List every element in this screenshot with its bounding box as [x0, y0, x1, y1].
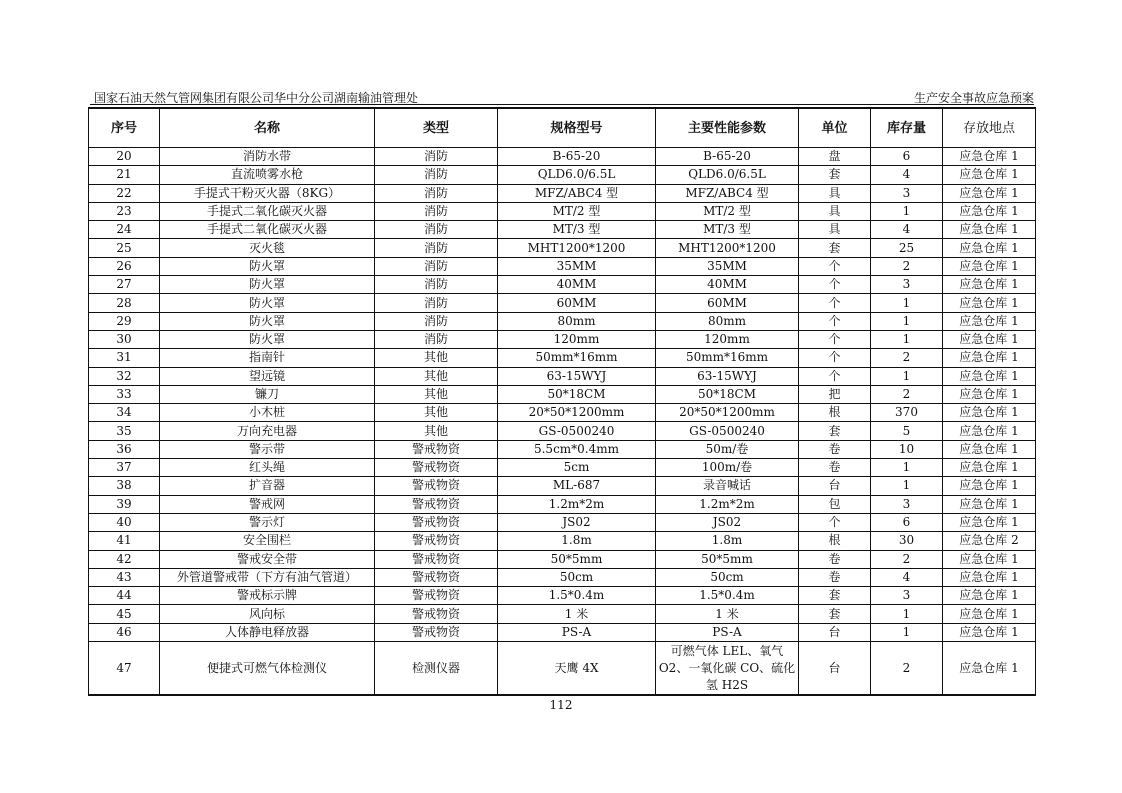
table-cell: 消防 [375, 294, 498, 312]
table-cell: 2 [871, 349, 943, 367]
table-cell: 可燃气体 LEL、氧气 O2、一氧化碳 CO、硫化氢 H2S [656, 642, 799, 696]
table-cell: 1.5*0.4m [656, 587, 799, 605]
table-cell: 个 [799, 312, 871, 330]
table-cell: 37 [89, 459, 160, 477]
table-cell: 20*50*1200mm [498, 404, 656, 422]
table-cell: 具 [799, 221, 871, 239]
table-cell: 3 [871, 495, 943, 513]
table-cell: 应急仓库 1 [943, 623, 1036, 641]
table-row [89, 148, 1036, 166]
table-cell: 指南针 [160, 349, 375, 367]
table-cell: 25 [871, 239, 943, 257]
table-row [89, 440, 1036, 458]
table-cell: 应急仓库 1 [943, 276, 1036, 294]
table-cell: 370 [871, 404, 943, 422]
table-cell: 25 [89, 239, 160, 257]
table-cell: 1 [871, 623, 943, 641]
table-row [89, 349, 1036, 367]
table-cell: 手提式二氧化碳灭火器 [160, 202, 375, 220]
header-organization: 国家石油天然气管网集团有限公司华中分公司湖南输油管理处 [94, 91, 419, 105]
table-cell: 消防 [375, 330, 498, 348]
table-row [89, 257, 1036, 275]
table-cell: 6 [871, 148, 943, 166]
table-header-row [89, 108, 1036, 148]
table-cell: 套 [799, 422, 871, 440]
table-cell: 5 [871, 422, 943, 440]
table-cell: 23 [89, 202, 160, 220]
table-cell: 个 [799, 330, 871, 348]
table-cell: 20 [89, 148, 160, 166]
table-cell: 消防 [375, 166, 498, 184]
table-row [89, 184, 1036, 202]
table-cell: 1.5*0.4m [498, 587, 656, 605]
table-row [89, 568, 1036, 586]
table-cell: 外管道警戒带（下方有油气管道） [160, 568, 375, 586]
table-cell: 27 [89, 276, 160, 294]
table-cell: 警示灯 [160, 513, 375, 531]
table-cell: 4 [871, 568, 943, 586]
table-row [89, 330, 1036, 348]
column-header: 存放地点 [943, 108, 1036, 148]
table-cell: 个 [799, 513, 871, 531]
table-cell: 50*5mm [498, 550, 656, 568]
table-cell: MHT1200*1200 [498, 239, 656, 257]
table-cell: 43 [89, 568, 160, 586]
table-cell: 消防 [375, 221, 498, 239]
table-cell: 33 [89, 385, 160, 403]
table-cell: 41 [89, 532, 160, 550]
table-cell: 消防 [375, 312, 498, 330]
table-cell: 警戒物资 [375, 587, 498, 605]
table-cell: 30 [871, 532, 943, 550]
table-cell: 天鹰 4X [498, 642, 656, 696]
table-cell: 台 [799, 477, 871, 495]
table-cell: 2 [871, 385, 943, 403]
table-cell: 应急仓库 1 [943, 239, 1036, 257]
table-row [89, 605, 1036, 623]
column-header: 库存量 [871, 108, 943, 148]
table-cell: 套 [799, 605, 871, 623]
table-cell: 50*18CM [498, 385, 656, 403]
table-cell: 应急仓库 1 [943, 184, 1036, 202]
table-cell: 其他 [375, 404, 498, 422]
column-header: 序号 [89, 108, 160, 148]
column-header: 类型 [375, 108, 498, 148]
table-cell: 50cm [656, 568, 799, 586]
table-cell: 警戒网 [160, 495, 375, 513]
table-cell: 个 [799, 257, 871, 275]
table-cell: QLD6.0/6.5L [498, 166, 656, 184]
table-cell: MFZ/ABC4 型 [498, 184, 656, 202]
table-cell: 应急仓库 1 [943, 385, 1036, 403]
table-cell: 1 [871, 330, 943, 348]
table-cell: 个 [799, 367, 871, 385]
table-cell: 直流喷雾水枪 [160, 166, 375, 184]
table-cell: 38 [89, 477, 160, 495]
table-cell: JS02 [656, 513, 799, 531]
table-row [89, 532, 1036, 550]
table-cell: 根 [799, 532, 871, 550]
table-cell: 台 [799, 642, 871, 696]
table-cell: 具 [799, 184, 871, 202]
table-cell: 26 [89, 257, 160, 275]
table-cell: 红头绳 [160, 459, 375, 477]
table-cell: 47 [89, 642, 160, 696]
table-cell: QLD6.0/6.5L [656, 166, 799, 184]
table-cell: 手提式二氧化碳灭火器 [160, 221, 375, 239]
table-cell: 1.2m*2m [498, 495, 656, 513]
table-cell: 手提式干粉灭火器（8KG） [160, 184, 375, 202]
table-cell: 3 [871, 276, 943, 294]
table-cell: 34 [89, 404, 160, 422]
table-cell: 1 [871, 312, 943, 330]
table-cell: 1 米 [656, 605, 799, 623]
table-cell: 其他 [375, 349, 498, 367]
table-cell: 50*18CM [656, 385, 799, 403]
table-cell: 万向充电器 [160, 422, 375, 440]
table-row [89, 276, 1036, 294]
table-cell: 120mm [656, 330, 799, 348]
table-cell: 1 [871, 294, 943, 312]
table-cell: 3 [871, 184, 943, 202]
table-cell: 4 [871, 221, 943, 239]
table-cell: GS-0500240 [498, 422, 656, 440]
table-cell: 5cm [498, 459, 656, 477]
table-cell: 应急仓库 1 [943, 166, 1036, 184]
table-cell: 1.2m*2m [656, 495, 799, 513]
table-cell: 消防 [375, 202, 498, 220]
table-cell: 36 [89, 440, 160, 458]
table-cell: B-65-20 [656, 148, 799, 166]
table-cell: 警戒物资 [375, 605, 498, 623]
table-cell: 人体静电释放器 [160, 623, 375, 641]
table-cell: 警戒物资 [375, 495, 498, 513]
table-row [89, 513, 1036, 531]
table-cell: 消防 [375, 184, 498, 202]
table-cell: PS-A [656, 623, 799, 641]
table-cell: 80mm [498, 312, 656, 330]
table-cell: MHT1200*1200 [656, 239, 799, 257]
table-cell: 消防 [375, 239, 498, 257]
table-cell: 2 [871, 642, 943, 696]
table-cell: 检测仪器 [375, 642, 498, 696]
table-cell: 灭火毯 [160, 239, 375, 257]
table-cell: 消防水带 [160, 148, 375, 166]
table-cell: 应急仓库 1 [943, 202, 1036, 220]
table-cell: 防火罩 [160, 312, 375, 330]
table-cell: B-65-20 [498, 148, 656, 166]
table-cell: MT/2 型 [656, 202, 799, 220]
column-header: 规格型号 [498, 108, 656, 148]
table-cell: 警戒标示牌 [160, 587, 375, 605]
table-cell: 50mm*16mm [498, 349, 656, 367]
table-cell: 小木桩 [160, 404, 375, 422]
table-cell: 警戒物资 [375, 623, 498, 641]
table-cell: 安全围栏 [160, 532, 375, 550]
table-cell: 40MM [498, 276, 656, 294]
table-cell: 警戒物资 [375, 532, 498, 550]
table-cell: 警戒安全带 [160, 550, 375, 568]
table-cell: MT/3 型 [656, 221, 799, 239]
table-row [89, 550, 1036, 568]
table-row [89, 404, 1036, 422]
table-cell: 1 [871, 477, 943, 495]
table-cell: MT/2 型 [498, 202, 656, 220]
table-cell: 应急仓库 1 [943, 587, 1036, 605]
table-cell: 消防 [375, 276, 498, 294]
table-cell: 50cm [498, 568, 656, 586]
table-cell: 防火罩 [160, 276, 375, 294]
table-cell: 21 [89, 166, 160, 184]
table-cell: 应急仓库 1 [943, 477, 1036, 495]
table-cell: 应急仓库 1 [943, 148, 1036, 166]
table-cell: 应急仓库 1 [943, 422, 1036, 440]
table-cell: 应急仓库 1 [943, 404, 1036, 422]
table-cell: 应急仓库 1 [943, 642, 1036, 696]
table-row [89, 202, 1036, 220]
table-row [89, 166, 1036, 184]
table-cell: 防火罩 [160, 294, 375, 312]
table-cell: 1 [871, 367, 943, 385]
table-row [89, 587, 1036, 605]
table-cell: 卷 [799, 459, 871, 477]
table-row [89, 312, 1036, 330]
table-cell: 100m/卷 [656, 459, 799, 477]
table-cell: 把 [799, 385, 871, 403]
table-cell: 录音喊话 [656, 477, 799, 495]
table-cell: 29 [89, 312, 160, 330]
table-row [89, 385, 1036, 403]
table-cell: 应急仓库 1 [943, 330, 1036, 348]
table-cell: 应急仓库 1 [943, 495, 1036, 513]
table-body [89, 148, 1036, 696]
table-cell: 警示带 [160, 440, 375, 458]
table-cell: 22 [89, 184, 160, 202]
table-cell: 40MM [656, 276, 799, 294]
table-cell: 应急仓库 1 [943, 367, 1036, 385]
table-cell: 1 [871, 459, 943, 477]
inventory-table [88, 107, 1036, 696]
table-cell: 其他 [375, 422, 498, 440]
table-cell: 46 [89, 623, 160, 641]
table-cell: 1 米 [498, 605, 656, 623]
table-cell: ML-687 [498, 477, 656, 495]
table-cell: 盘 [799, 148, 871, 166]
table-cell: 42 [89, 550, 160, 568]
table-row [89, 642, 1036, 696]
table-cell: 60MM [498, 294, 656, 312]
table-cell: 应急仓库 1 [943, 349, 1036, 367]
table-row [89, 422, 1036, 440]
table-cell: 镰刀 [160, 385, 375, 403]
table-row [89, 459, 1036, 477]
table-cell: 具 [799, 202, 871, 220]
table-cell: 31 [89, 349, 160, 367]
table-cell: 应急仓库 1 [943, 221, 1036, 239]
table-cell: 卷 [799, 550, 871, 568]
table-cell: 24 [89, 221, 160, 239]
table-cell: 套 [799, 587, 871, 605]
table-cell: JS02 [498, 513, 656, 531]
table-cell: PS-A [498, 623, 656, 641]
header-rule [90, 104, 1034, 105]
table-cell: 60MM [656, 294, 799, 312]
table-cell: 防火罩 [160, 330, 375, 348]
table-cell: 应急仓库 1 [943, 513, 1036, 531]
table-row [89, 367, 1036, 385]
table-cell: 警戒物资 [375, 440, 498, 458]
column-header: 单位 [799, 108, 871, 148]
table-cell: 个 [799, 349, 871, 367]
table-cell: 应急仓库 1 [943, 312, 1036, 330]
table-cell: MFZ/ABC4 型 [656, 184, 799, 202]
table-cell: 其他 [375, 385, 498, 403]
table-cell: 其他 [375, 367, 498, 385]
table-row [89, 294, 1036, 312]
table-cell: 望远镜 [160, 367, 375, 385]
table-cell: 消防 [375, 257, 498, 275]
table-cell: 50mm*16mm [656, 349, 799, 367]
table-cell: 个 [799, 276, 871, 294]
table-cell: GS-0500240 [656, 422, 799, 440]
table-cell: 警戒物资 [375, 513, 498, 531]
table-cell: 35MM [498, 257, 656, 275]
table-cell: 应急仓库 2 [943, 532, 1036, 550]
table-cell: 35MM [656, 257, 799, 275]
table-cell: 120mm [498, 330, 656, 348]
table-cell: 包 [799, 495, 871, 513]
table-cell: 便捷式可燃气体检测仪 [160, 642, 375, 696]
header-document-title: 生产安全事故应急预案 [913, 91, 1034, 105]
table-row [89, 221, 1036, 239]
table-cell: 2 [871, 257, 943, 275]
table-cell: 应急仓库 1 [943, 294, 1036, 312]
table-cell: 警戒物资 [375, 550, 498, 568]
table-cell: 风向标 [160, 605, 375, 623]
table-cell: 1.8m [656, 532, 799, 550]
table-cell: 63-15WYJ [498, 367, 656, 385]
column-header: 名称 [160, 108, 375, 148]
table-cell: 10 [871, 440, 943, 458]
table-cell: 卷 [799, 568, 871, 586]
table-cell: 应急仓库 1 [943, 257, 1036, 275]
table-cell: 应急仓库 1 [943, 440, 1036, 458]
table-cell: 20*50*1200mm [656, 404, 799, 422]
table-cell: 根 [799, 404, 871, 422]
table-cell: 2 [871, 550, 943, 568]
table-cell: 4 [871, 166, 943, 184]
table-cell: 28 [89, 294, 160, 312]
table-cell: 50m/卷 [656, 440, 799, 458]
table-cell: 1.8m [498, 532, 656, 550]
page-number: 112 [549, 698, 573, 712]
table-cell: 套 [799, 166, 871, 184]
table-cell: 警戒物资 [375, 459, 498, 477]
table-row [89, 495, 1036, 513]
table-cell: 63-15WYJ [656, 367, 799, 385]
table-cell: 30 [89, 330, 160, 348]
table-cell: 44 [89, 587, 160, 605]
table-cell: 45 [89, 605, 160, 623]
table-cell: 6 [871, 513, 943, 531]
table-cell: 卷 [799, 440, 871, 458]
table-cell: 3 [871, 587, 943, 605]
table-row [89, 623, 1036, 641]
table-row [89, 239, 1036, 257]
table-cell: 1 [871, 605, 943, 623]
table-cell: 5.5cm*0.4mm [498, 440, 656, 458]
table-cell: 40 [89, 513, 160, 531]
table-cell: 消防 [375, 148, 498, 166]
table-cell: 32 [89, 367, 160, 385]
table-cell: 35 [89, 422, 160, 440]
table-cell: 1 [871, 202, 943, 220]
table-cell: 应急仓库 1 [943, 459, 1036, 477]
table-cell: 扩音器 [160, 477, 375, 495]
table-cell: 警戒物资 [375, 568, 498, 586]
table-cell: 防火罩 [160, 257, 375, 275]
table-cell: 个 [799, 294, 871, 312]
table-cell: 80mm [656, 312, 799, 330]
table-cell: 台 [799, 623, 871, 641]
table-cell: 警戒物资 [375, 477, 498, 495]
table-cell: 39 [89, 495, 160, 513]
table-cell: 套 [799, 239, 871, 257]
table-row [89, 477, 1036, 495]
table-cell: 应急仓库 1 [943, 605, 1036, 623]
table-cell: 应急仓库 1 [943, 568, 1036, 586]
column-header: 主要性能参数 [656, 108, 799, 148]
table-cell: 应急仓库 1 [943, 550, 1036, 568]
table-cell: 50*5mm [656, 550, 799, 568]
table-cell: MT/3 型 [498, 221, 656, 239]
